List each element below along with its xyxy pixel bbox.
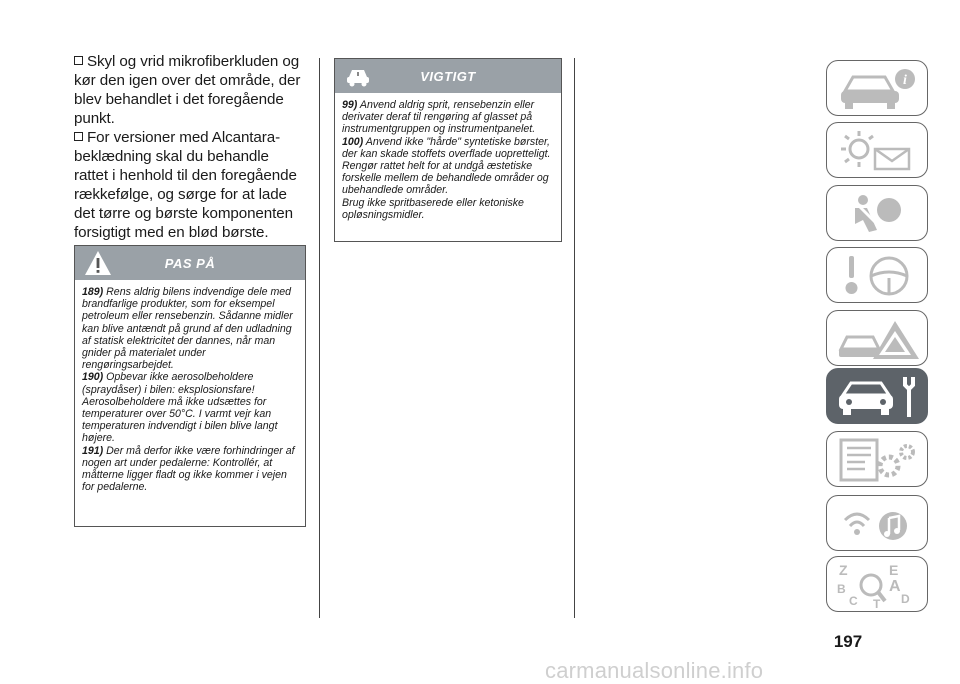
important-header <box>335 59 561 93</box>
steering-wheel-icon <box>833 252 923 300</box>
caution-header <box>75 246 305 280</box>
important-body <box>335 93 561 227</box>
warning-triangle-icon <box>83 249 113 277</box>
index-letter-a: A <box>889 578 901 595</box>
watermark: carmanualsonline.info <box>545 658 764 683</box>
car-warning-icon <box>343 62 373 90</box>
multimedia-icon <box>833 500 923 548</box>
paragraph-alcantara: For versioner med Alcantara-beklædning skal du behandle rattet i henhold til den foregående rækkefølge, og sørge for at lade det tørre og børste komponenten forsigtigt med en blød børste. <box>74 129 297 241</box>
index-letter-z: Z <box>839 562 848 578</box>
index-icon <box>833 561 923 609</box>
index-letter-b: B <box>837 582 846 596</box>
breakdown-icon <box>833 315 923 363</box>
caution-title: PAS PÅ <box>164 255 216 271</box>
warning-lights-icon <box>833 127 923 175</box>
checkbox-bullet-icon <box>74 56 83 65</box>
tab-maintenance[interactable] <box>826 368 928 424</box>
car-info-icon <box>833 65 923 113</box>
airbag-safety-icon <box>833 190 923 238</box>
column-divider-left <box>319 58 320 618</box>
important-item-100: 100) Anvend ikke "hårde" syntetiske børster, der kan skade stoffets overflade uopretteligt. Rengør rattet helt for at undgå æstetiske forskelle mellem de behandlede områder og ubehandlede områder. <box>342 135 551 197</box>
car-maintenance-icon <box>833 373 923 421</box>
tab-emergency[interactable] <box>826 310 928 366</box>
tab-warning-lights[interactable] <box>826 122 928 178</box>
index-letter-t: T <box>873 597 881 609</box>
tab-car-info[interactable] <box>826 60 928 116</box>
index-letter-c: C <box>849 594 858 608</box>
tab-technical-data[interactable] <box>826 431 928 487</box>
caution-body <box>75 280 305 499</box>
index-letter-d: D <box>901 592 910 606</box>
svg-text:i: i <box>903 73 907 88</box>
tab-safety[interactable] <box>826 185 928 241</box>
important-title: VIGTIGT <box>420 68 476 84</box>
important-box <box>334 58 562 242</box>
caution-box <box>74 245 306 527</box>
page-number: 197 <box>833 632 863 651</box>
column-divider-right <box>574 58 575 618</box>
tab-index[interactable] <box>826 556 928 612</box>
caution-item-189: 189) Rens aldrig bilens indvendige dele med brandfarlige produkter, som for eksempel petroleum eller rensebenzin. Sådanne midler kan blive antændt på grund af den udladning af statisk elektricitet der dannes, når man gnider på materialet under rengøringsarbejdet. <box>82 286 293 372</box>
tab-multimedia[interactable] <box>826 495 928 551</box>
technical-data-icon <box>833 436 923 484</box>
important-item-99: 99) Anvend aldrig sprit, rensebenzin eller derivater deraf til rengøring af glasset på instrumentgruppen og instrumentpanelet. <box>342 99 536 136</box>
important-item-solvents: Brug ikke spritbaserede eller ketoniske opløsningsmidler. <box>342 196 524 221</box>
index-letter-e: E <box>889 562 899 578</box>
caution-item-190: 190) Opbevar ikke aerosolbeholdere (spraydåser) i bilen: eksplosionsfare! Aerosolbeholdere må ikke udsættes for temperaturer over 50°C. I varmt vejr kan temperaturen indvendigt i bilen blive langt højere. <box>82 371 278 445</box>
left-column-text <box>74 52 306 261</box>
checkbox-bullet-icon <box>74 132 83 141</box>
paragraph-rinse-cloth: Skyl og vrid mikrofiberkluden og kør den igen over det område, der blev behandlet i det foregående punkt. <box>74 53 301 127</box>
tab-starting-driving[interactable] <box>826 247 928 303</box>
caution-item-191: 191) Der må derfor ikke være forhindringer af nogen art under pedalerne: Kontrollér, at måtterne ligger fladt og ikke kommer i vejen for pedalerne. <box>82 444 295 494</box>
